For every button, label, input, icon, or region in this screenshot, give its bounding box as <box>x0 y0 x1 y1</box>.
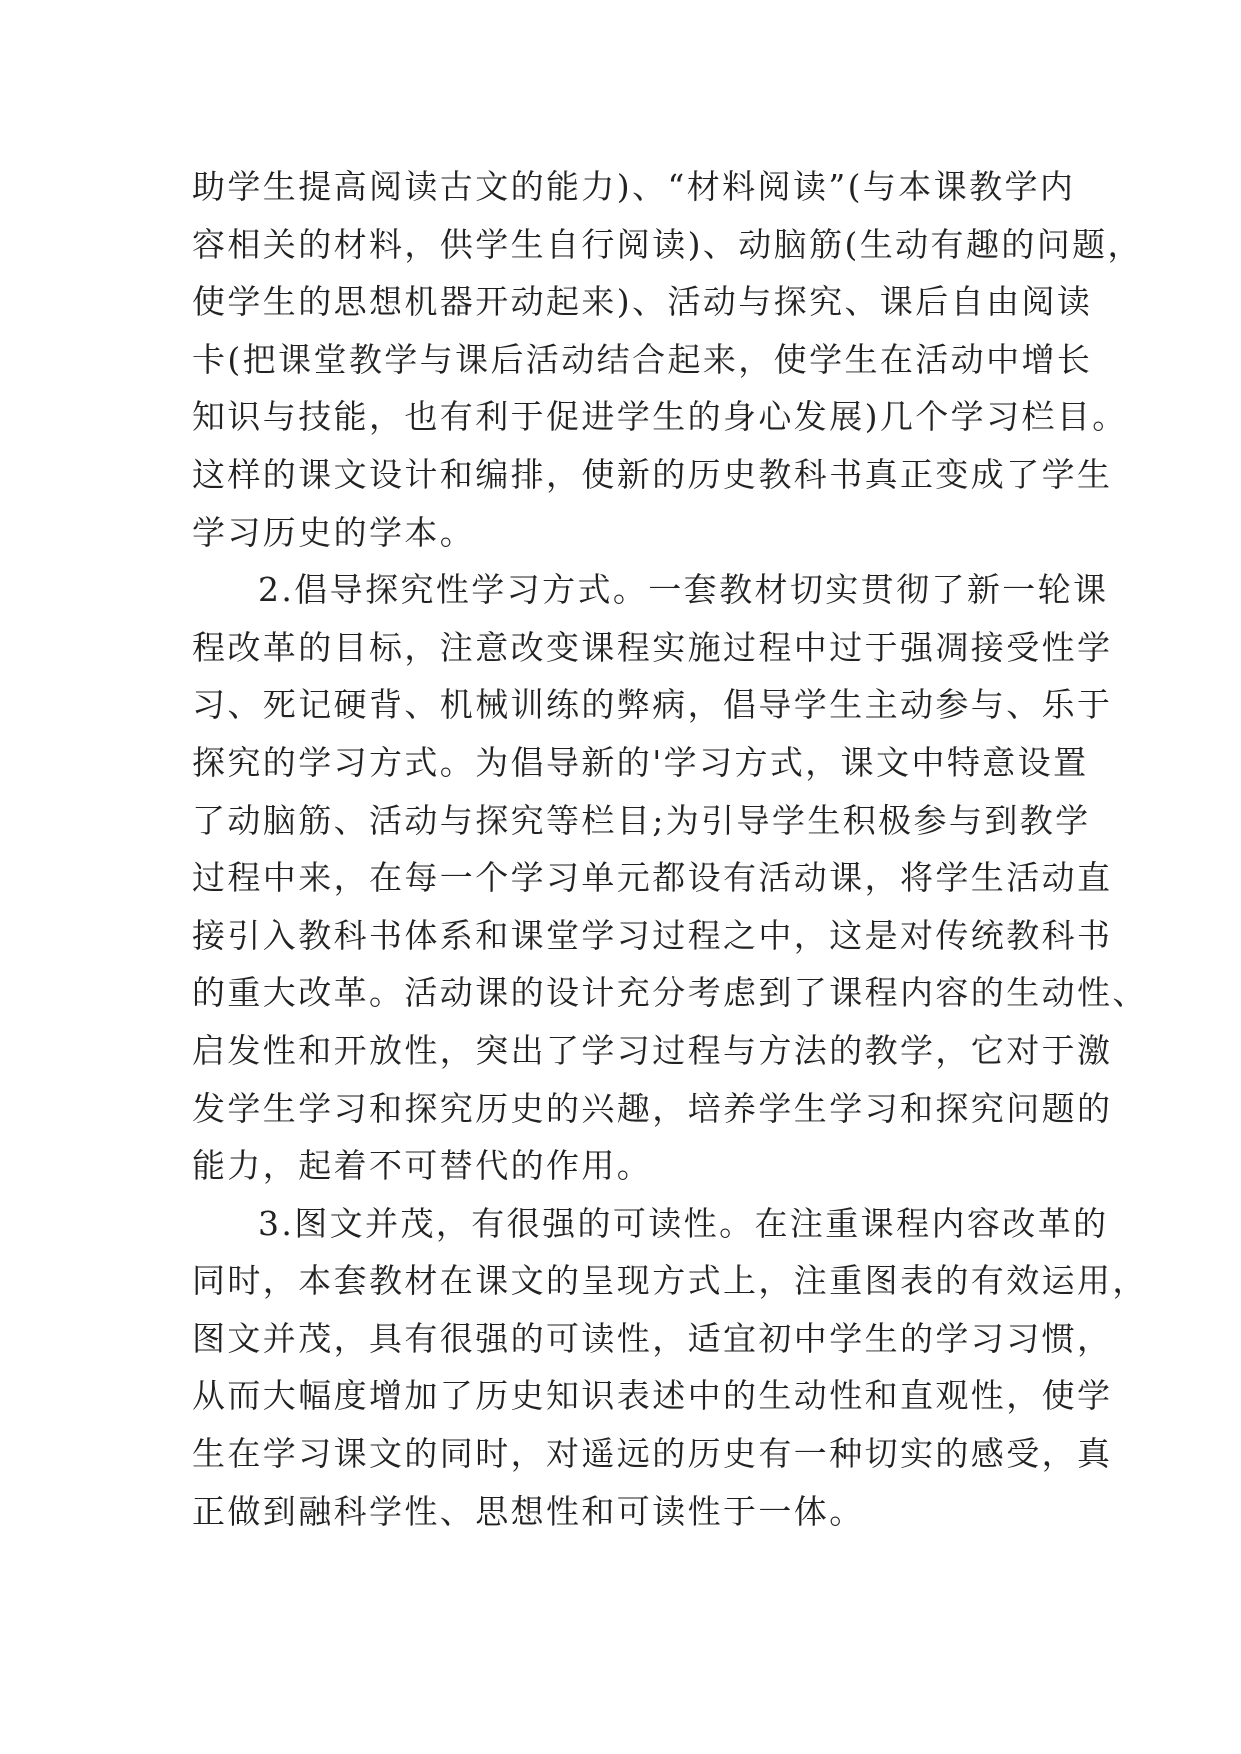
text-line: 启发性和开放性，突出了学习过程与方法的教学，它对于激 <box>192 1030 1113 1070</box>
text-line: 从而大幅度增加了历史知识表述中的生动性和直观性，使学 <box>192 1376 1113 1416</box>
text-line: 知识与技能，也有利于促进学生的身心发展)几个学习栏目。 <box>192 397 1128 437</box>
text-line: 学习历史的学本。 <box>192 512 476 552</box>
text-line: 过程中来，在每一个学习单元都设有活动课，将学生活动直 <box>192 858 1113 898</box>
text-line: 容相关的材料，供学生自行阅读)、动脑筋(生动有趣的问题， <box>192 224 1143 264</box>
text-line: 接引入教科书体系和课堂学习过程之中，这是对传统教科书 <box>192 915 1113 955</box>
text-line: 图文并茂，具有很强的可读性，适宜初中学生的学习习惯， <box>192 1318 1113 1358</box>
text-line: 程改革的目标，注意改变课程实施过程中过于强凋接受性学 <box>192 627 1113 667</box>
text-line: 这样的课文设计和编排，使新的历史教科书真正变成了学生 <box>192 454 1113 494</box>
text-line: 正做到融科学性、思想性和可读性于一体。 <box>192 1491 865 1531</box>
text-line: 能力，起着不可替代的作用。 <box>192 1146 653 1186</box>
text-line: 卡(把课堂教学与课后活动结合起来，使学生在活动中增长 <box>192 339 1093 379</box>
text-line: 发学生学习和探究历史的兴趣，培养学生学习和探究问题的 <box>192 1088 1113 1128</box>
text-line: 使学生的思想机器开动起来)、活动与探究、课后自由阅读 <box>192 282 1093 322</box>
paragraph-heading-2: 2.倡导探究性学习方式。一套教材切实贯彻了新一轮课 <box>258 570 1109 610</box>
text-line: 助学生提高阅读古文的能力)、“材料阅读”(与本课教学内 <box>192 167 1076 206</box>
paragraph-heading-3: 3.图文并茂，有很强的可读性。在注重课程内容改革的 <box>258 1203 1109 1243</box>
body-text <box>192 158 1148 1540</box>
text-line: 的重大改革。活动课的设计充分考虑到了课程内容的生动性、 <box>192 973 1148 1013</box>
text-line: 生在学习课文的同时，对遥远的历史有一种切实的感受，真 <box>192 1434 1113 1474</box>
text-line: 同时，本套教材在课文的呈现方式上，注重图表的有效运用， <box>192 1261 1148 1301</box>
text-line: 了动脑筋、活动与探究等栏目;为引导学生积极参与到教学 <box>192 800 1091 840</box>
text-line: 习、死记硬背、机械训练的弊病，倡导学生主动参与、乐于 <box>192 685 1113 725</box>
text-line: 探究的学习方式。为倡导新的'学习方式，课文中特意设置 <box>192 742 1089 782</box>
